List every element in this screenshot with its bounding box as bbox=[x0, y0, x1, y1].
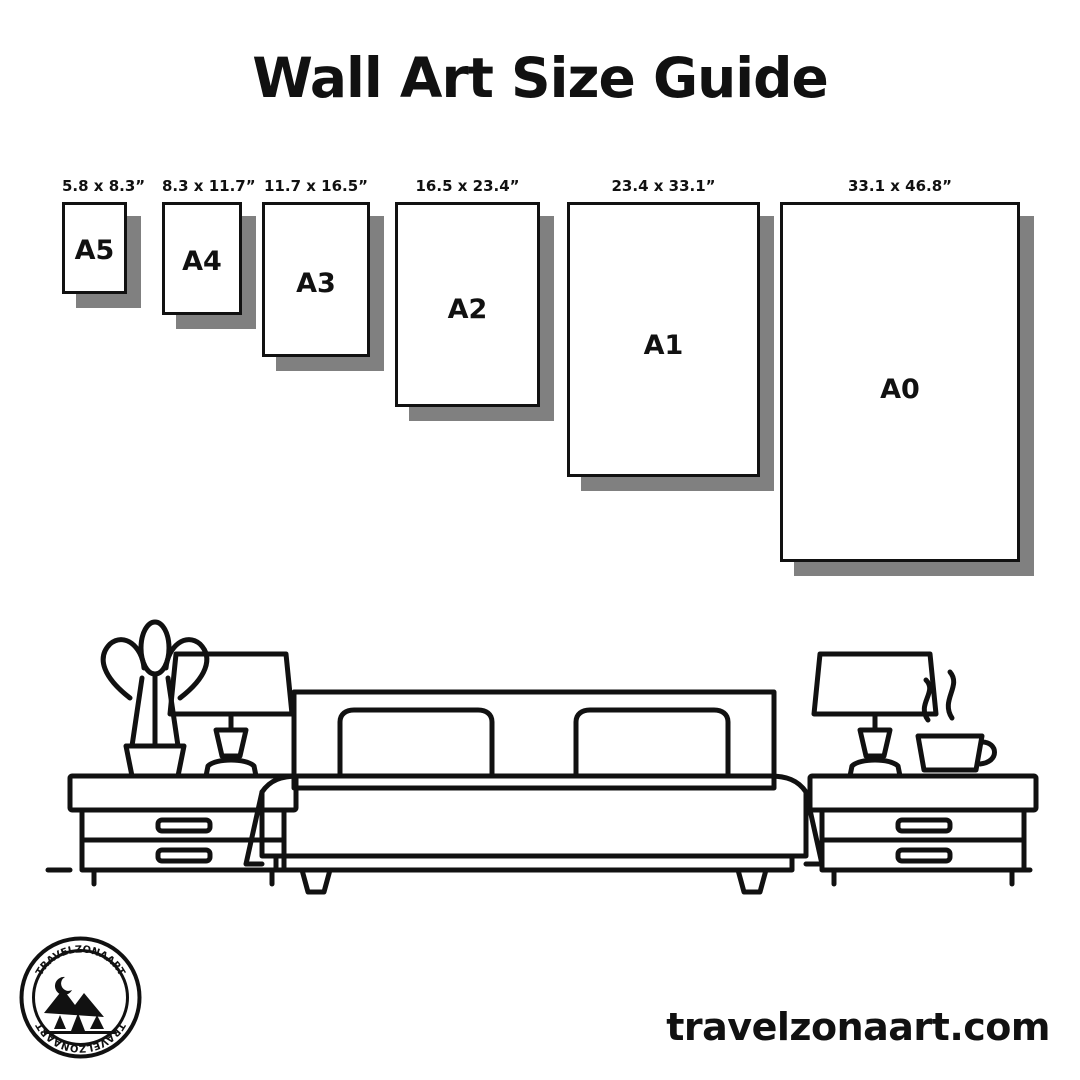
coffee-cup bbox=[918, 672, 995, 770]
frame-box bbox=[162, 202, 242, 315]
frame-a5 bbox=[62, 177, 146, 308]
brand-logo bbox=[18, 935, 143, 1060]
frame-box bbox=[395, 202, 540, 407]
frame-dimensions-label: 33.1 x 46.8” bbox=[848, 177, 952, 195]
frame-dimensions-label: 11.7 x 16.5” bbox=[264, 177, 368, 195]
page-title: Wall Art Size Guide bbox=[252, 46, 828, 110]
mountain-icon bbox=[44, 989, 104, 1017]
frame-a0 bbox=[780, 177, 1034, 576]
frame-a3 bbox=[262, 177, 384, 371]
frame-size-name: A3 bbox=[296, 267, 336, 299]
frame-dimensions-label: 5.8 x 8.3” bbox=[62, 177, 146, 195]
frame-box bbox=[262, 202, 370, 357]
right-nightstand bbox=[810, 776, 1036, 884]
left-lamp bbox=[170, 654, 292, 776]
logo-ground-line bbox=[44, 1031, 116, 1034]
logo-text-top: TRAVELZONAART bbox=[34, 944, 127, 978]
site-url: travelzonaart.com bbox=[666, 1005, 1050, 1049]
frame-size-name: A0 bbox=[880, 374, 920, 406]
frame-dimensions-label: 23.4 x 33.1” bbox=[611, 177, 716, 195]
frame-box bbox=[780, 202, 1020, 562]
frame-box bbox=[567, 202, 760, 477]
frame-dimensions-label: 16.5 x 23.4” bbox=[415, 177, 520, 195]
frame-a1 bbox=[567, 177, 774, 491]
frame-dimensions-label: 8.3 x 11.7” bbox=[162, 177, 256, 195]
frame-size-name: A2 bbox=[447, 293, 488, 325]
frame-size-name: A1 bbox=[643, 330, 684, 361]
frame-a2 bbox=[395, 177, 554, 421]
bed bbox=[246, 692, 822, 892]
right-lamp bbox=[814, 654, 936, 776]
frame-a4 bbox=[162, 177, 256, 329]
frame-box bbox=[62, 202, 127, 294]
logo-text-bottom: TRAVELZONAART bbox=[34, 1020, 127, 1054]
logo-outer-ring bbox=[22, 939, 140, 1057]
bedroom-illustration bbox=[30, 570, 1050, 910]
plant-vase bbox=[103, 622, 207, 776]
frame-size-name: A5 bbox=[74, 234, 115, 266]
frame-size-name: A4 bbox=[182, 245, 222, 277]
